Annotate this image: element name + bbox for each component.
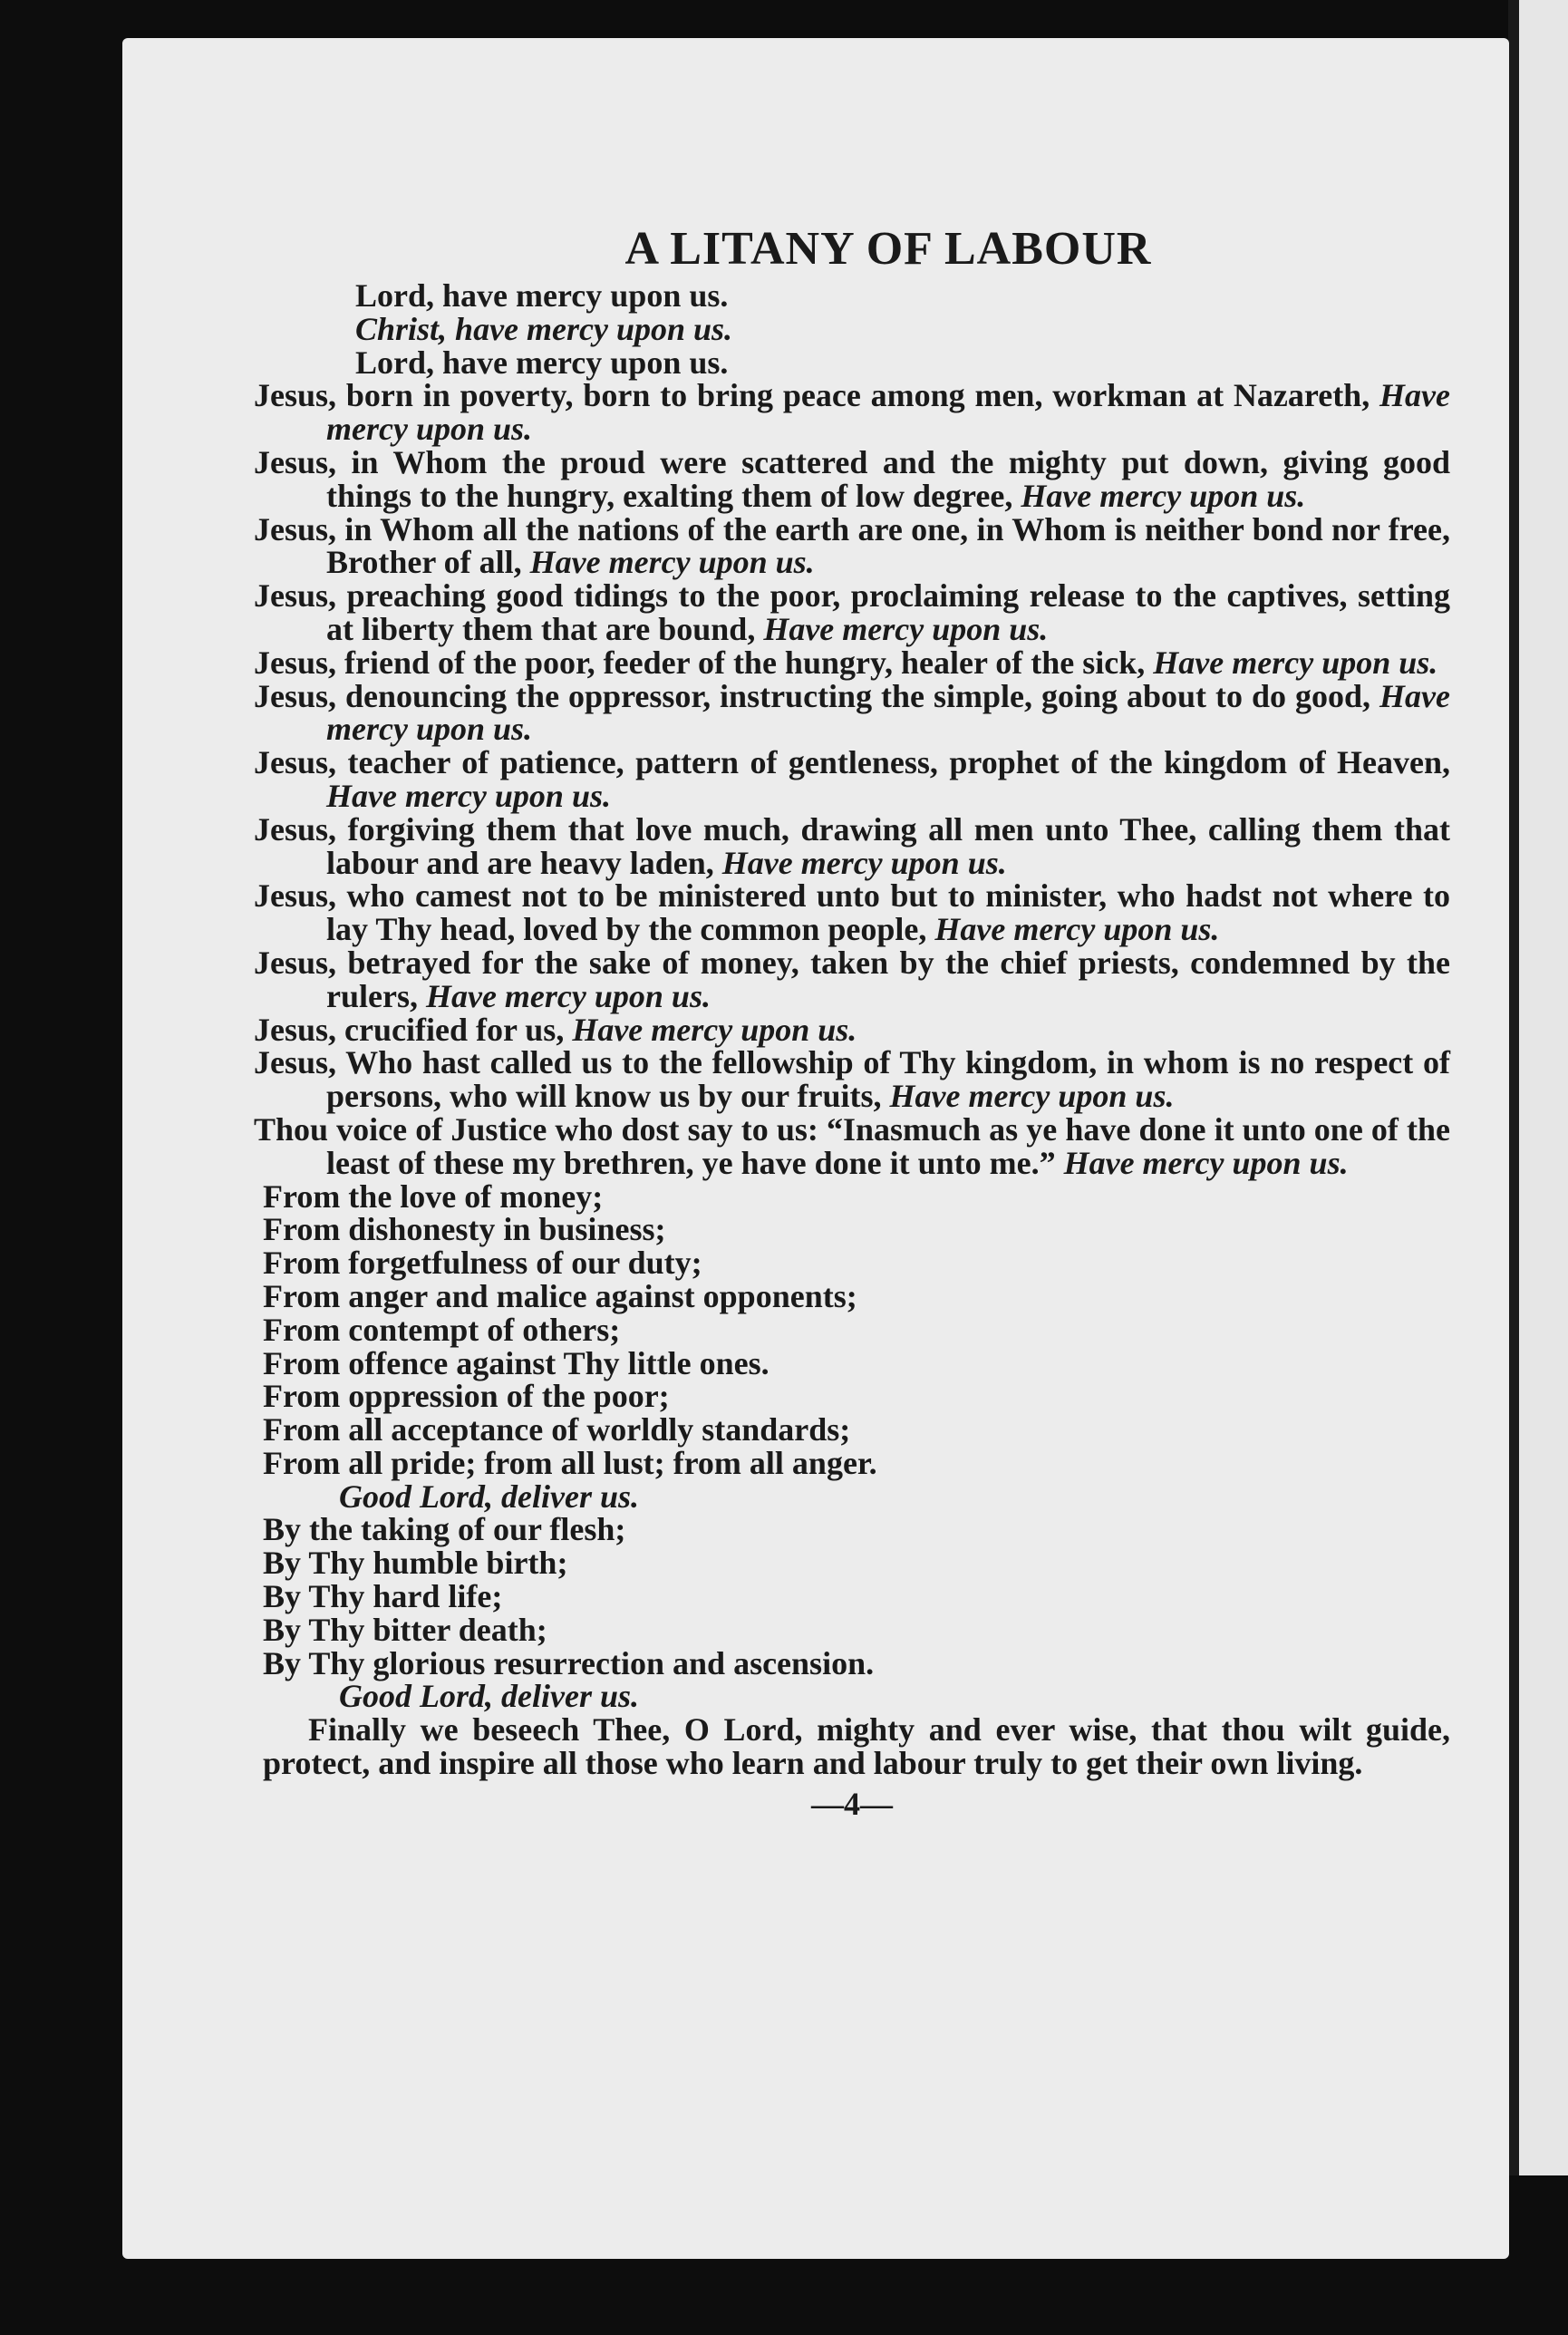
petition-text: Jesus, crucified for us, [254,1011,573,1048]
opening-line: Lord, have mercy upon us. [355,344,729,381]
petition [254,579,1450,646]
from-line: From anger and malice against opponents; [263,1277,857,1314]
from-line: From dishonesty in business; [263,1211,666,1248]
petition-response: Have mercy upon us. [572,1011,857,1048]
response-deliver: Good Lord, deliver us. [339,1678,639,1715]
petition-response: Have mercy upon us. [1063,1144,1349,1181]
petition-text: Jesus, born in poverty, born to bring peace among men, workman at Nazareth, [254,377,1380,414]
final-prayer: Finally we beseech Thee, O Lord, mighty and ever wise, that thou wilt guide, protect, and inspire all those who learn and labour truly to get their own living. [263,1711,1450,1782]
petition [254,646,1450,680]
from-line: From offence against Thy little ones. [263,1344,769,1381]
petition [254,379,1450,446]
page-title: A LITANY OF LABOUR [624,223,1152,275]
petition-text: Jesus, teacher of patience, pattern of gentleness, prophet of the kingdom of Heaven, [254,744,1450,781]
petition-text: Jesus, betrayed for the sake of money, taken by the chief priests, condemned by the rulers, [254,944,1450,1014]
from-line: From contempt of others; [263,1311,621,1348]
litany-content [254,219,1450,1821]
petition-text: Jesus, in Whom the proud were scattered and the mighty put down, giving good things to the hungry, exalting them of low degree, [254,443,1450,514]
opening-line: Lord, have mercy upon us. [355,277,729,314]
petition-text: Jesus, forgiving them that love much, drawing all men unto Thee, calling them that labour and are heavy laden, [254,810,1450,881]
petition-response: Have mercy upon us. [326,777,611,814]
petition [254,1013,1450,1047]
petition-text: Jesus, in Whom all the nations of the earth are one, in Whom is neither bond nor free, Brother of all, [254,510,1450,581]
booklet-page [122,38,1509,2259]
from-line: From oppression of the poor; [263,1378,670,1415]
petition [254,510,1450,581]
petition-response: Have mercy upon us. [721,844,1007,881]
petition-response: Have mercy upon us. [529,544,815,581]
from-line: From forgetfulness of our duty; [263,1245,702,1282]
petition [254,946,1450,1013]
petition [254,677,1450,748]
petition-text: Jesus, preaching good tidings to the poor, proclaiming release to the captives, setting at liberty them that are bound, [254,577,1450,647]
petition-response: Have mercy upon us. [889,1078,1175,1115]
from-line: From all pride; from all lust; from all anger. [263,1444,877,1481]
petition-list [254,379,1450,1179]
by-line: By Thy humble birth; [263,1545,568,1582]
petition-response: Have mercy upon us. [934,911,1220,948]
by-line: By Thy hard life; [263,1578,503,1615]
by-line: By the taking of our flesh; [263,1511,626,1548]
petition [254,879,1450,946]
petition-text: Jesus, friend of the poor, feeder of the hungry, healer of the sick, [254,644,1154,681]
response-deliver: Good Lord, deliver us. [339,1478,639,1515]
by-line: By Thy glorious resurrection and ascension. [263,1644,875,1681]
petition-response: Have mercy upon us. [326,377,1450,448]
from-line: From all acceptance of worldly standards; [263,1411,851,1448]
adjacent-page [1519,0,1568,2175]
petition-text: Jesus, denouncing the oppressor, instructing the simple, going about to do good, [254,677,1380,714]
petition [254,443,1450,514]
petition-response: Have mercy upon us. [1153,644,1438,681]
petition-response: Have mercy upon us. [326,677,1450,748]
petition-response: Have mercy upon us. [1021,477,1306,514]
opening-line: Christ, have mercy upon us. [355,310,733,347]
petition [254,1110,1450,1181]
from-line: From the love of money; [263,1177,604,1215]
by-line: By Thy bitter death; [263,1611,547,1648]
petition-response: Have mercy upon us. [763,610,1049,647]
petition-response: Have mercy upon us. [425,977,711,1014]
petition-text: Jesus, who camest not to be ministered unto but to minister, who hadst not where to lay Thy head, loved by the common people, [254,877,1450,948]
adjacent-page-edge [1508,0,1519,2175]
page-number: —4— [811,1785,893,1822]
by-list [254,1513,1450,1680]
petition [254,1046,1450,1113]
petition-text: Jesus, Who hast called us to the fellowship of Thy kingdom, in whom is no respect of persons, who will know us by our fruits, [254,1044,1450,1115]
from-list [254,1177,1450,1481]
petition [254,810,1450,881]
petition-text: Thou voice of Justice who dost say to us: “Inasmuch as ye have done it unto one of the least of these my brethren, ye have done it unto me.” [254,1110,1450,1181]
petition [254,746,1450,813]
